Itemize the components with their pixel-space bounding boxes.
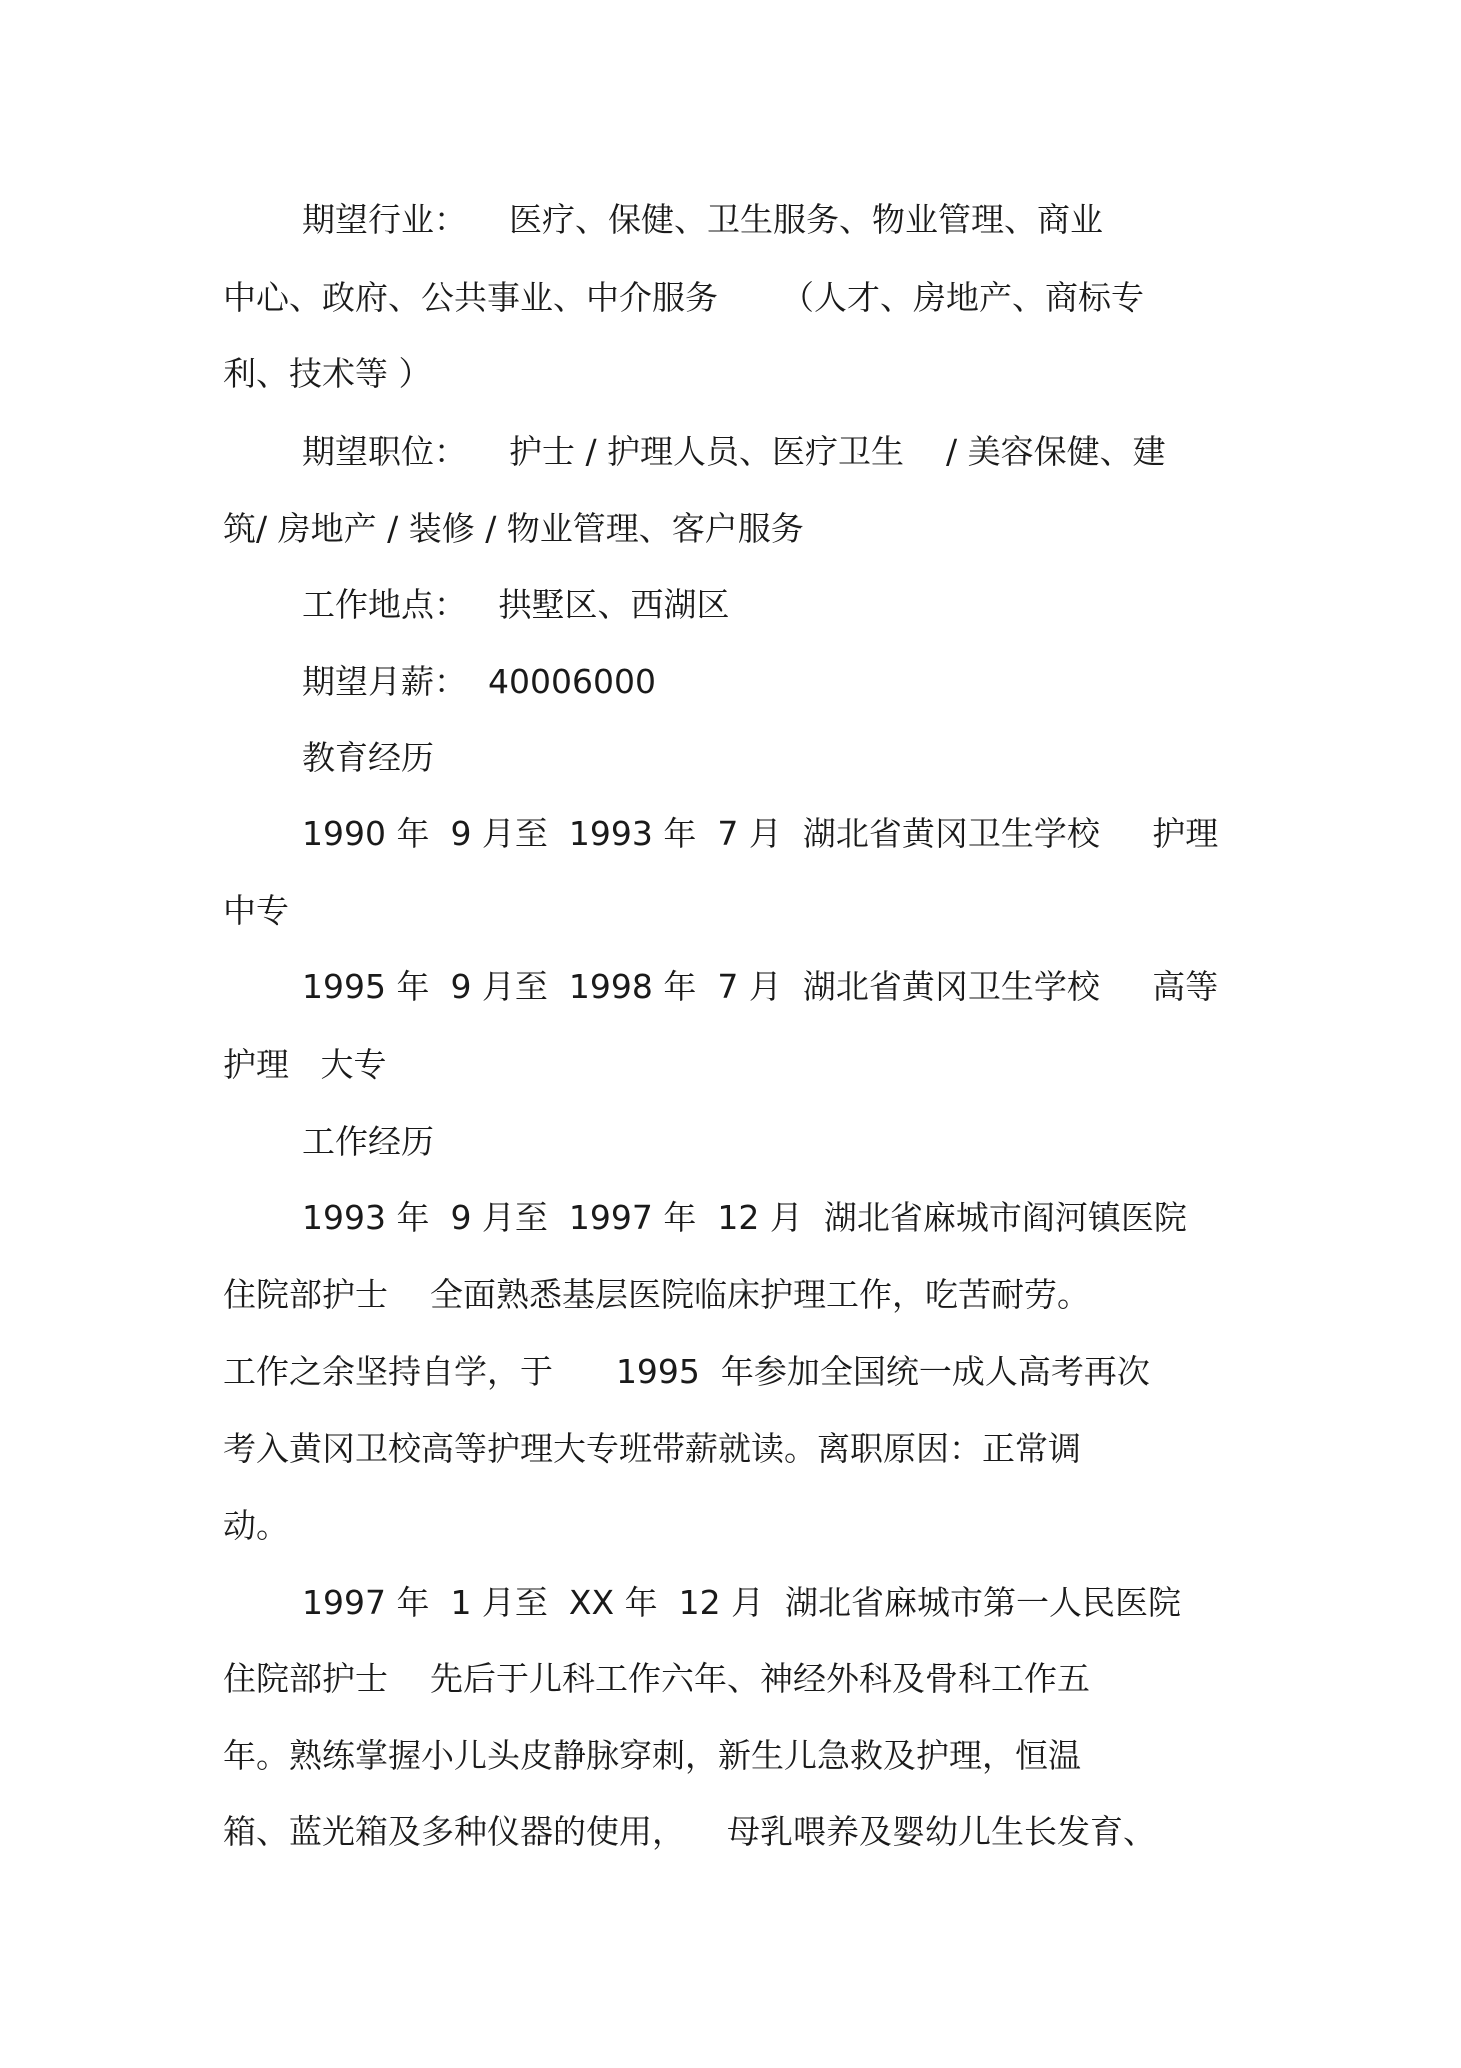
work-experience-heading: 工作经历 [302,1122,434,1161]
text-line: 箱、蓝光箱及多种仪器的使用， 母乳喂养及婴幼儿生长发育、 [223,1812,1156,1851]
text-line: 护理 大专 [223,1045,387,1084]
work-location-line: 工作地点： 拱墅区、西湖区 [302,585,730,624]
work-entry: 1993 年 9 月至 1997 年 12 月 湖北省麻城市阎河镇医院 [302,1198,1187,1237]
text-line: 利、技术等 ） [223,354,432,393]
expected-industry-line: 期望行业： 医疗、保健、卫生服务、物业管理、商业 [302,200,1103,239]
education-entry: 1990 年 9 月至 1993 年 7 月 湖北省黄冈卫生学校 护理 [302,814,1219,853]
education-heading: 教育经历 [302,738,434,777]
expected-position-line: 期望职位： 护士 / 护理人员、医疗卫生 / 美容保健、建 [302,432,1166,471]
text-line: 工作之余坚持自学，于 1995 年参加全国统一成人高考再次 [223,1352,1150,1391]
text-line: 住院部护士 先后于儿科工作六年、神经外科及骨科工作五 [223,1659,1090,1698]
text-line: 考入黄冈卫校高等护理大专班带薪就读。离职原因：正常调 [223,1429,1081,1468]
text-line: 动。 [223,1506,289,1545]
education-entry: 1995 年 9 月至 1998 年 7 月 湖北省黄冈卫生学校 高等 [302,967,1219,1006]
text-line: 年。熟练掌握小儿头皮静脉穿刺，新生儿急救及护理，恒温 [223,1736,1081,1775]
expected-salary-line: 期望月薪： 40006000 [302,662,656,701]
text-line: 中专 [223,891,289,930]
text-line: 中心、政府、公共事业、中介服务 （人才、房地产、商标专 [223,278,1144,317]
work-entry: 1997 年 1 月至 XX 年 12 月 湖北省麻城市第一人民医院 [302,1583,1182,1622]
text-line: 筑/ 房地产 / 装修 / 物业管理、客户服务 [223,509,804,548]
text-line: 住院部护士 全面熟悉基层医院临床护理工作，吃苦耐劳。 [223,1275,1090,1314]
